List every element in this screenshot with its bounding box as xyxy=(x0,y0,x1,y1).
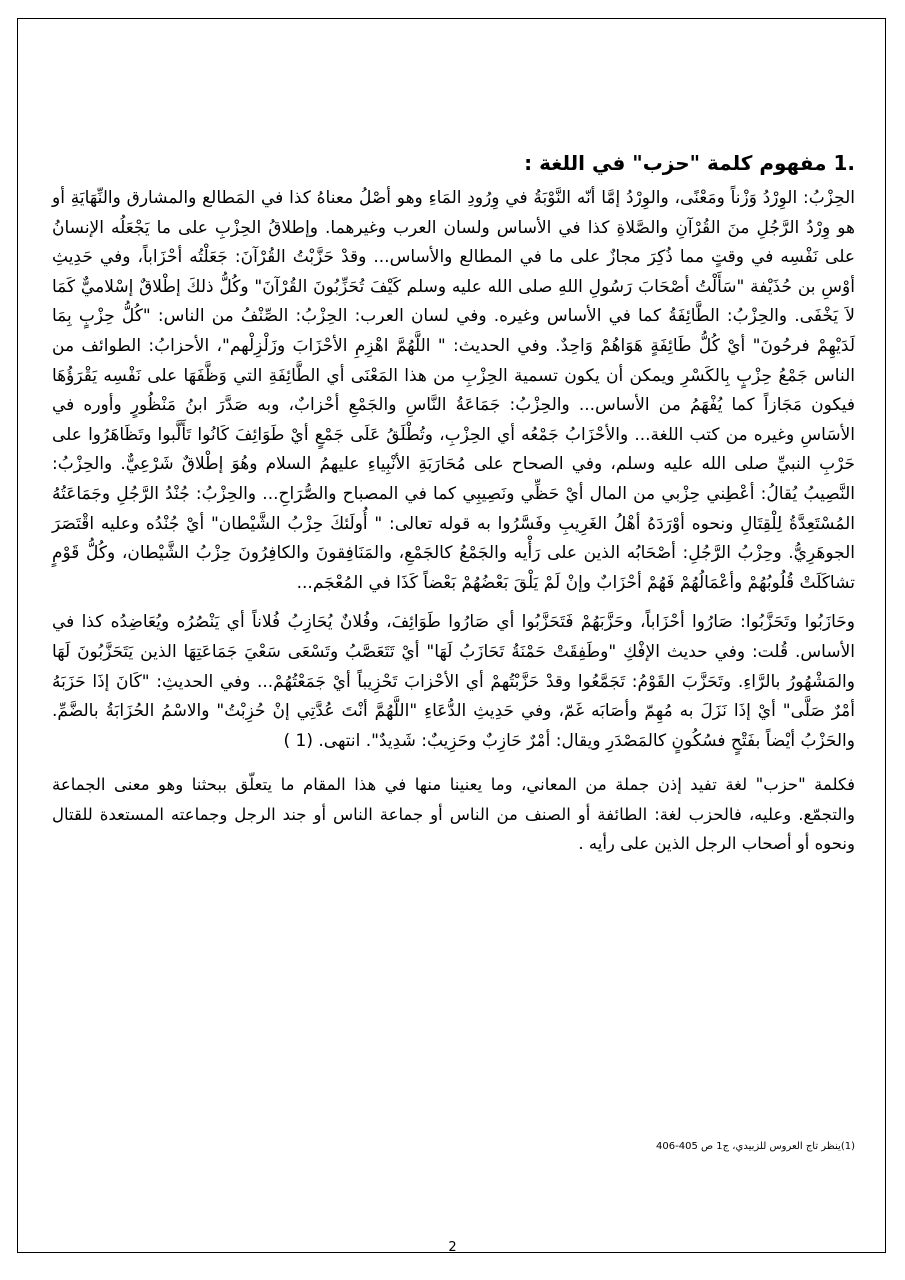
footnote: (1)ينظر تاج العروس للزبيدي، ج1 ص 405-406 xyxy=(656,1141,855,1152)
page-number: 2 xyxy=(448,1240,457,1255)
section-heading: .1 مفهوم كلمة "حزب" في اللغة : xyxy=(524,151,855,175)
paragraph-1: الحِزْبُ: الوِرْدُ وَزْناً ومَعْنًى، والوِرْدُ إمَّا أنّه النَّوْبَةُ في وِرُودِ المَاءِ وهو أصْلُ معناهُ كذا في المَطالع والمشارق والنِّهَايَةِ أو هو وِرْدُ الرَّجُلِ منَ القُرْآنِ والصَّلاةِ كذا في الأساس ولسان العرب وغيرهما. وإطلاقُ الحِزْبِ على ما يَجْعَلُه الإنسانُ على نَفْسِه في وقتٍ مما ذُكِرَ مجازٌ على ما في المطالع والأساس... وقدْ حَزَّبْتُ القُرْآنَ: جَعَلْتُه أحْزَاباً، وفي حَدِيثِ أوْسِ بن حُذَيْفة "سَأَلْتُ أصْحَابَ رَسُولِ اللهِ صلى الله عليه وسلم كَيْفَ تُحَزِّبُونَ القُرْآنَ" وكُلُّ ذلكَ إطْلاقٌ إسْلاميٌّ كَمَا لاَ يَخْفَى. والحِزْبُ: الطَّائِفَةُ كما في الأساس وغيره. وفي لسان العرب: الحِزْبُ: الصِّنْفُ من الناس: "كُلُّ حِزْبٍ بِمَا لَدَيْهِمْ فرحُونَ" أيْ كُلُّ طَائِفَةٍ هَوَاهُمْ وَاحِدٌ. وفي الحديث: " اللَّهُمَّ اهْزِمِ الأحْزَابَ وزَلْزِلْهم"، الأحزابُ: الطوائف من الناس جَمْعُ حِزْبٍ بِالكَسْرِ ويمكن أن يكون تسمية الحِزْبِ من هذا المَعْنَى أي الطَّائِفَةِ التي وَظَّفَهَا على نَفْسِه يَقْرَؤُهَا فيكون مَجَازاً كما يُفْهَمُ من الأساس... والحِزْبُ: جَمَاعَةُ النَّاسِ والجَمْعِ أحْزابٌ، وبه صَدَّرَ ابنُ مَنْظُورٍ وأوره في الأسَاسِ وغيره من كتب اللغة... والأحْزَابُ جَمْعُه أي الحِزْبِ، وتُطْلَقُ عَلَى جَمْعٍ أيْ طَوَائِفَ كَانُوا تَأَلَّبوا وتَظَاهَرُوا على حَرْبِ النبيِّ صلى الله عليه وسلم، وفي الصحاح على مُحَارَبَةِ الأنْبِياءِ عليهمُ السلام وهُوَ إطْلاقٌ شَرْعِيٌّ. والحِزْبُ: النَّصِيبُ يُقالُ: أعْطِني حِزْبي من المال أيْ حَظِّي ونَصِيبِي كما في المصباح والصُّرَاحِ... والحِزْبُ: جُنْدُ الرَّجُلِ وجَمَاعَتُهُ المُسْتَعِدَّةُ لِلْقِتَالِ ونحوه أوْرَدَهُ أهْلُ الغَرِيبِ وفَسَّرُوا به قوله تعالى: " أُولَئكَ حِزْبُ الشَّيْطان" أيْ جُنْدُه وعليه اقْتَصَرَ الجوهَرِيُّ. وحِزْبُ الرَّجُلِ: أصْحَابُه الذين على رَأْيه والجَمْعُ كالجَمْعِ، والمَنَافِقونَ والكافِرُونَ حِزْبُ الشَّيْطان، وكُلُّ قَوْمٍ تشاكَلَتْ قُلُوبُهُمْ وأعْمَالُهُمْ فَهُمْ أحْزَابٌ وإنْ لَمْ يَلْقَ بَعْضُهُمْ بَعْضاً كَذَا في المُعْجَم... xyxy=(52,188,855,593)
main-content xyxy=(52,148,855,869)
paragraph-2: وحَازَبُوا وتَحَزَّبُوا: صَارُوا أحْزَاباً، وحَزَّبَهُمْ فَتَحَزَّبُوا أي صَارُوا طَوَائِفَ، وفُلانٌ يُحَازِبُ فُلاناً أي يَنْصُرُه ويُعَاضِدُه كذا في الأساس. قُلت: وفي حديث الإفْكِ "وطَفِقَتْ حَمْنَةُ تَحَازَبُ لَهَا" أيْ تَتَعَصَّبُ وتَسْعَى سَعْيَ جَمَاعَتِهَا الذين يَتَحَزَّبُونَ لَهَا والمَشْهُورُ بالرَّاءِ. وتَحَزَّبَ القَوْمُ: تَجَمَّعُوا وقدْ حَزَّبْتُهمْ أي الأحْزابَ تَحْزِيباً أيْ جَمَعْتُهُمْ... وفي الحديثِ: "كَانَ إذَا حَزَبَهُ أمْرٌ صَلَّى" أيْ إذَا نَزَلَ به مُهِمّ وأصَابَه غَمّ، وفي حَدِيثِ الدُّعَاءِ "اللَّهُمَّ أنْتَ عُدَّتِي إنْ حُزِبْتُ" والاسْمُ الحُزَابَةُ بالضَّمِّ. والحَزْبُ أيْضاً بفَتْحٍ فسُكُونٍ كالمَصْدَرِ ويقال: أمْرٌ حَازِبٌ وحَزِيبٌ: شَدِيدٌ". انتهى. (1 ) xyxy=(52,612,855,751)
paragraph-3: فكلمة "حزب" لغة تفيد إذن جملة من المعاني، وما يعنينا منها في هذا المقام ما يتعلّق ببحثنا وهو معنى الجماعة والتجمّع. وعليه، فالحزب لغة: الطائفة أو الصنف من الناس أو جماعة الناس أو جند الرجل وجماعته المستعدة للقتال ونحوه أو أصحاب الرجل الذين على رأيه . xyxy=(52,775,855,854)
